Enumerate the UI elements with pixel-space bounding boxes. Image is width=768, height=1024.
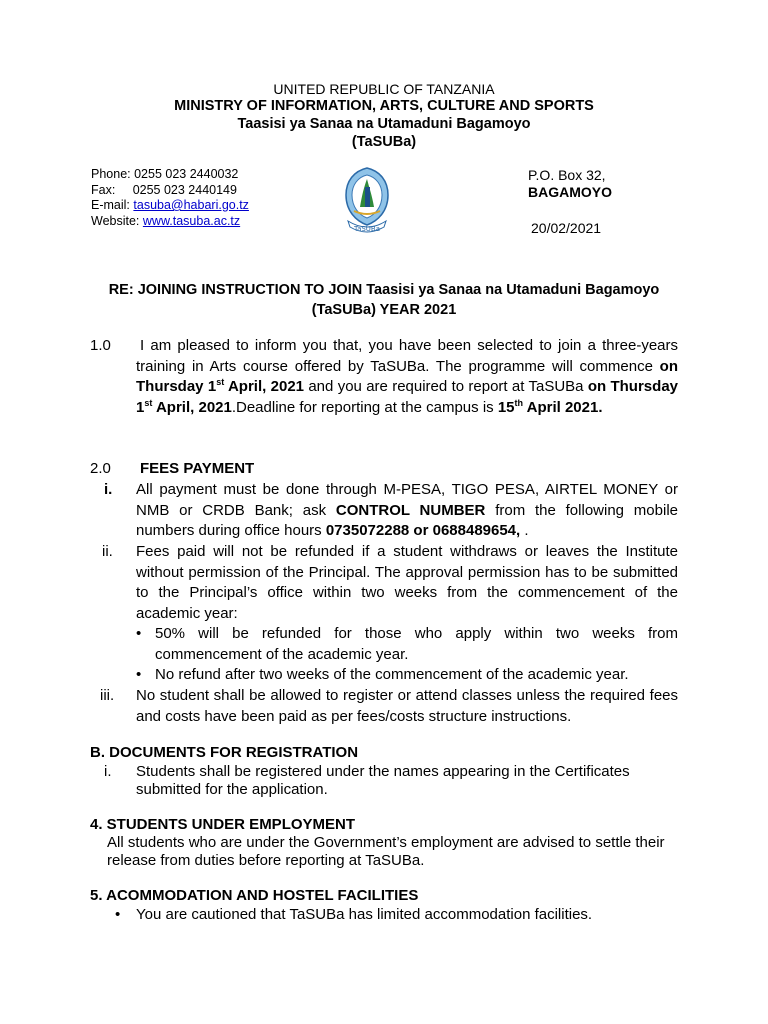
website-link[interactable]: www.tasuba.ac.tz <box>142 213 241 228</box>
fax-number: 0255 023 2440149 <box>132 182 237 197</box>
letter-date: 20/02/2021 <box>531 220 602 236</box>
item-ii-text: Fees paid will not be refunded if a student withdraws or leaves the Institute without permission of the Principal. The approval permission has to be submitted to the Principal’s office within two weeks from the commencement of the academic year: <box>136 543 678 622</box>
section-4-title: 4. STUDENTS UNDER EMPLOYMENT <box>90 816 356 833</box>
section-5-text: You are cautioned that TaSUBa has limited accommodation facilities. <box>136 906 593 923</box>
section-b-text: Students shall be registered under the names appearing in the Certificates submitted for the application. <box>136 763 630 798</box>
email-link[interactable]: tasuba@habari.go.tz <box>133 198 249 212</box>
bullet-2-marker: • <box>136 666 142 683</box>
abbrev-line: (TaSUBa) <box>351 134 417 150</box>
section-1-paragraph: I am pleased to inform you that, you have been selected to join a three-years training in Arts course offered by TaSUBa. The programme will commence on Thursday 1st April, 2021 and you are required to report at TaSUBa on Thursday 1st April, 2021.Deadline for reporting at the campus is 15th April 2021. <box>136 337 678 416</box>
phone-line: Phone: 0255 023 2440032 <box>91 167 239 181</box>
country-line: UNITED REPUBLIC OF TANZANIA <box>273 81 495 97</box>
po-box: P.O. Box 32, <box>528 167 606 183</box>
logo-text: TaSUBa <box>353 225 381 233</box>
section-4-text: All students who are under the Government’s employment are advised to settle their release from duties before reporting at TaSUBa. <box>107 834 665 869</box>
ministry-line: MINISTRY OF INFORMATION, ARTS, CULTURE AND SPORTS <box>174 98 594 114</box>
item-iii-text: No student shall be allowed to register or attend classes unless the required fees and costs have been paid as per fees/costs structure instructions. <box>136 687 678 725</box>
item-iii-marker: iii. <box>100 687 115 704</box>
bullet-1-text: 50% will be refunded for those who apply within two weeks from commencement of the academic year. <box>155 625 678 663</box>
item-ii-marker: ii. <box>102 543 113 560</box>
item-i-text: All payment must be done through M-PESA, TIGO PESA, AIRTEL MONEY or NMB or CRDB Bank; ask CONTROL NUMBER from the following mobile numbers during office hours 0735072288 or 0688489654, . <box>136 481 678 539</box>
section-b-title: B. DOCUMENTS FOR REGISTRATION <box>90 744 359 761</box>
phone-number: 0255 023 2440032 <box>134 167 239 181</box>
town: BAGAMOYO <box>528 184 612 200</box>
item-i-marker: i. <box>104 481 113 498</box>
section-2-number: 2.0 <box>90 460 111 477</box>
fax-line: Fax: 0255 023 2440149 <box>91 182 237 197</box>
section-b-marker: i. <box>104 763 112 780</box>
bullet-2-text: No refund after two weeks of the commencement of the academic year. <box>155 666 629 683</box>
institute-line: Taasisi ya Sanaa na Utamaduni Bagamoyo <box>237 116 531 132</box>
bullet-1-marker: • <box>136 625 142 642</box>
subject-line-1: RE: JOINING INSTRUCTION TO JOIN Taasisi ya Sanaa na Utamaduni Bagamoyo <box>108 282 660 298</box>
tasuba-logo-icon <box>336 165 398 241</box>
section-5-title: 5. ACOMMODATION AND HOSTEL FACILITIES <box>90 887 419 904</box>
email-line: E-mail: tasuba@habari.go.tz <box>91 198 249 212</box>
contact-block <box>91 167 249 229</box>
section-1-number: 1.0 <box>90 337 111 354</box>
subject-line-2: (TaSUBa) YEAR 2021 <box>311 302 457 318</box>
section-5-bullet: • <box>115 906 121 923</box>
website-line: Website: www.tasuba.ac.tz <box>91 213 241 228</box>
section-2-title: FEES PAYMENT <box>140 460 255 477</box>
